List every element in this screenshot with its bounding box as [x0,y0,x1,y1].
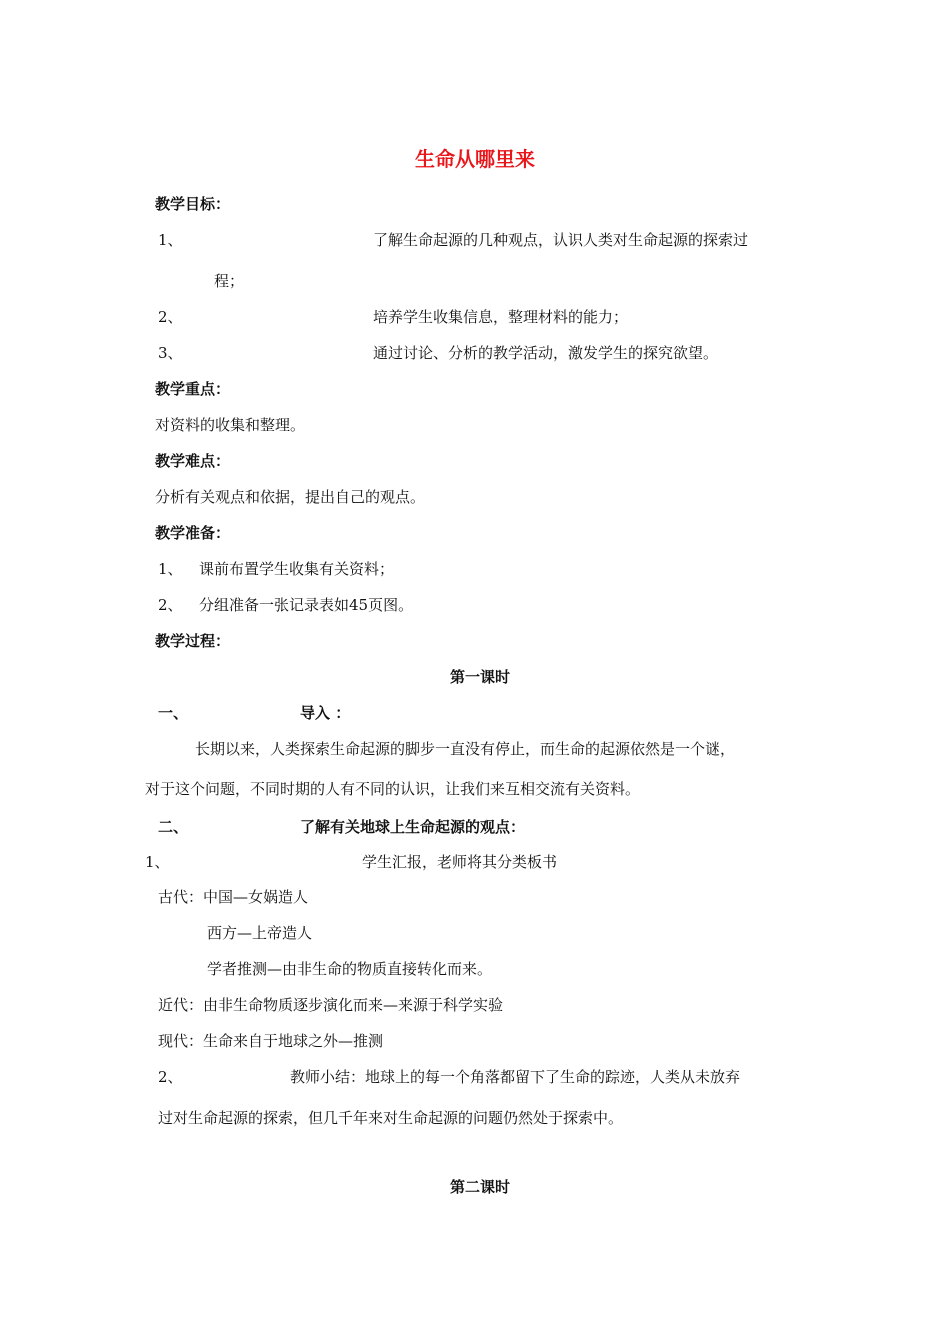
difficulties-text: 分析有关观点和依据，提出自己的观点。 [155,488,426,506]
process-heading: 教学过程： [155,632,231,650]
preparation-2-num: 2、 [158,596,183,614]
section-2-item-2-continuation: 过对生命起源的探索，但几千年来对生命起源的问题仍然处于探索中。 [158,1109,624,1127]
ancient-view-scholars: 学者推测—由非生命的物质直接转化而来。 [207,960,493,978]
objective-1-num: 1、 [158,231,183,249]
ancient-view-west: 西方—上帝造人 [207,924,313,942]
modern-view: 现代：生命来自于地球之外—推测 [158,1032,384,1050]
section-2-title: 了解有关地球上生命起源的观点： [300,818,526,836]
preparation-heading: 教学准备： [155,524,231,542]
lesson-1-heading: 第一课时 [449,668,510,686]
key-points-heading: 教学重点： [155,380,231,398]
early-modern-view: 近代：由非生命物质逐步演化而来—来源于科学实验 [158,996,504,1014]
preparation-1-text: 课前布置学生收集有关资料； [199,560,395,578]
difficulties-heading: 教学难点： [155,452,231,470]
preparation-1-num: 1、 [158,560,183,578]
key-points-text: 对资料的收集和整理。 [155,416,306,434]
section-2-item-1-text: 学生汇报，老师将其分类板书 [362,853,558,871]
lesson-2-heading: 第二课时 [449,1178,510,1196]
objective-1-continuation: 程； [214,272,245,290]
preparation-2-text: 分组准备一张记录表如45页图。 [199,596,414,614]
section-1-paragraph-line-2: 对于这个问题，不同时期的人有不同的认识，让我们来互相交流有关资料。 [145,780,641,798]
section-2-item-2-num: 2、 [158,1068,183,1086]
objective-2-num: 2、 [158,308,183,326]
objective-1-text: 了解生命起源的几种观点，认识人类对生命起源的探索过 [373,231,749,249]
objectives-heading: 教学目标： [155,195,231,213]
objective-3-text: 通过讨论、分析的教学活动，激发学生的探究欲望。 [373,344,719,362]
section-1-paragraph-line-1: 长期以来，人类探索生命起源的脚步一直没有停止，而生命的起源依然是一个谜， [195,740,736,758]
ancient-view-china: 古代：中国—女娲造人 [158,888,309,906]
section-1-num: 一、 [158,704,189,722]
objective-3-num: 3、 [158,344,183,362]
section-1-title: 导入 ： [300,704,351,722]
section-2-num: 二、 [158,818,189,836]
section-2-item-1-num: 1、 [145,853,170,871]
objective-2-text: 培养学生收集信息，整理材料的能力； [373,308,629,326]
section-2-item-2-text: 教师小结：地球上的每一个角落都留下了生命的踪迹，人类从未放弃 [290,1068,741,1086]
document-title: 生命从哪里来 [415,147,535,171]
